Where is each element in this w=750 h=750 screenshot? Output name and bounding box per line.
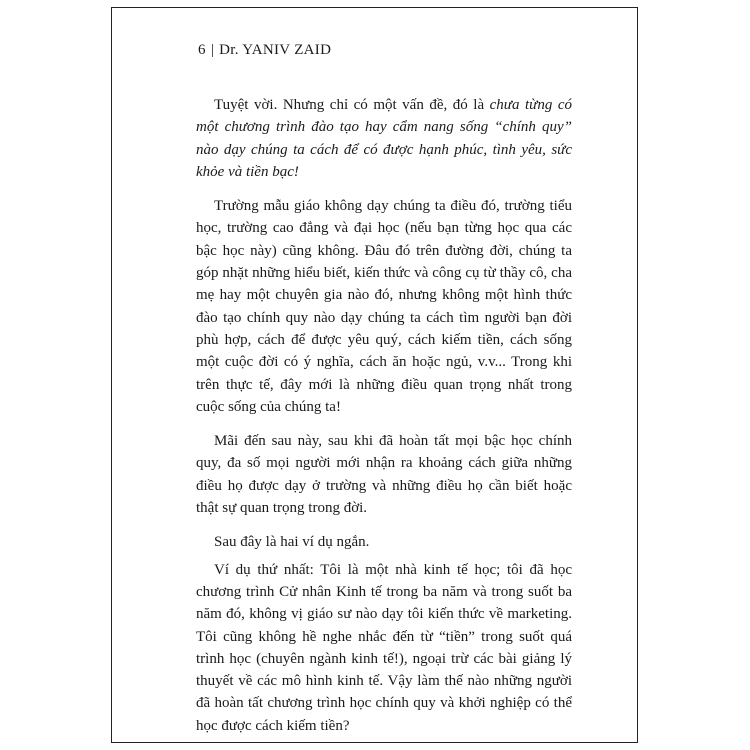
paragraph-intro [196, 94, 572, 183]
running-header [198, 42, 331, 59]
paragraph-realization: Mãi đến sau này, sau khi đã hoàn tất mọi bậc học chính quy, đa số mọi người mới nhận ra khoảng cách giữa những điều họ được dạy ở trường và những điều họ cần biết hoặc thật sự quan trọng trong đời. [196, 433, 572, 517]
header-separator: | [210, 42, 215, 58]
page-number: 6 [198, 42, 206, 58]
paragraph-kindergarten: Trường mẫu giáo không dạy chúng ta điều đó, trường tiểu học, trường cao đẳng và đại học (nếu bạn từng học qua các bậc học này) cũng không. Đâu đó trên đường đời, chúng ta góp nhặt những hiểu biết, kiến thức và công cụ từ thầy cô, cha mẹ hay một chuyên gia nào đó, nhưng không một hình thức đào tạo chính quy nào dạy chúng ta cách tìm người bạn đời phù hợp, cách để được yêu quý, cách kiếm tiền, cách sống một cuộc đời có ý nghĩa, cách ăn hoặc ngủ, v.v... Trong khi trên thực tế, đây mới là những điều quan trọng nhất trong cuộc sống của chúng ta! [196, 198, 572, 415]
paragraph-first-example: Ví dụ thứ nhất: Tôi là một nhà kinh tế học; tôi đã học chương trình Cử nhân Kinh tế trong ba năm và trong suốt ba năm đó, không vị giáo sư nào dạy tôi kiến thức về marketing. Tôi cũng không hề nghe nhắc đến từ “tiền” trong suốt quá trình học (chuyên ngành kinh tế!), ngoại trừ các bài giảng lý thuyết về các mô hình kinh tế. Vậy làm thế nào những người đã hoàn tất chương trình học chính quy và khởi nghiệp có thể học được cách kiếm tiền? [196, 561, 572, 734]
intro-lead-text: Tuyệt vời. Nhưng chỉ có một vấn đề, đó là [214, 97, 490, 113]
author-name: Dr. YANIV ZAID [219, 42, 332, 58]
page-body [196, 94, 572, 749]
paragraph-examples-intro: Sau đây là hai ví dụ ngắn. [214, 534, 370, 551]
intro-italic-text: chưa từng có một chương trình đào tạo hay cẩm nang sống “chính quy” nào dạy chúng ta cách để có được hạnh phúc, tình yêu, sức khỏe và tiền bạc! [196, 97, 572, 180]
